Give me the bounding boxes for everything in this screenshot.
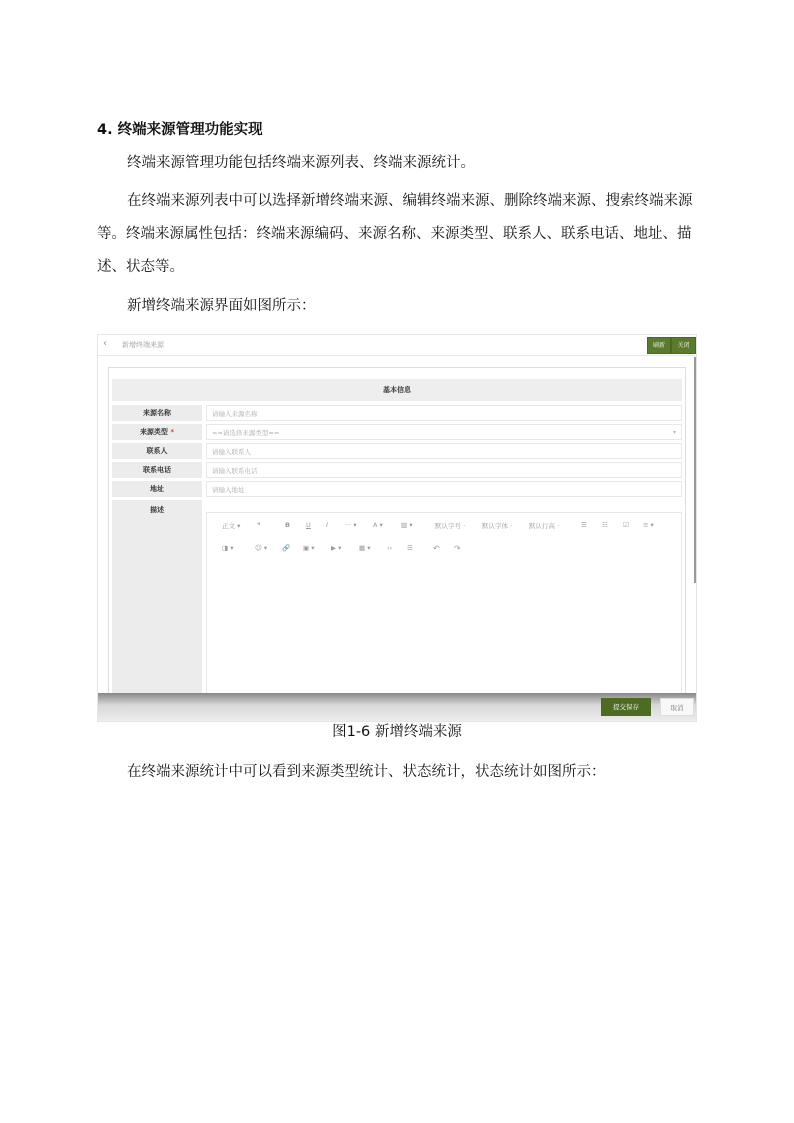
font-size-dropdown[interactable]: 默认字号 ·: [435, 522, 466, 530]
label-address: 地址: [112, 481, 202, 497]
source-type-select[interactable]: ==请选择来源类型== ▾: [206, 424, 682, 440]
label-source-type: 来源类型 *: [112, 424, 202, 440]
more-icon[interactable]: ··· ▾: [345, 521, 357, 529]
paragraph-figure-intro: 新增终端来源界面如图所示：: [127, 298, 316, 314]
redo-icon[interactable]: ↷: [454, 544, 461, 553]
section-title: 基本信息: [112, 379, 682, 401]
video-icon[interactable]: ▶ ▾: [331, 544, 342, 552]
line-height-dropdown[interactable]: 默认行高 ·: [529, 522, 560, 530]
source-name-input[interactable]: 请输入来源名称: [206, 405, 682, 421]
paragraph-dropdown[interactable]: 正文 ▾: [222, 522, 241, 530]
link-icon[interactable]: 🔗: [282, 544, 291, 552]
rich-text-editor[interactable]: [206, 512, 682, 706]
form-panel: [108, 367, 686, 707]
code-icon[interactable]: ‹›: [387, 544, 393, 552]
phone-input[interactable]: 请输入联系电话: [206, 462, 682, 478]
address-input[interactable]: 请输入地址: [206, 481, 682, 497]
scrollbar[interactable]: [694, 357, 696, 583]
top-bar: [98, 335, 696, 356]
cancel-button[interactable]: 取消: [660, 698, 694, 716]
divider-icon[interactable]: ☰: [407, 544, 413, 552]
bullet-list-icon[interactable]: ☰: [581, 521, 587, 529]
font-family-dropdown[interactable]: 默认字体 ·: [482, 522, 513, 530]
tab-title: 新增终端来源: [122, 341, 164, 349]
label-contact: 联系人: [112, 443, 202, 459]
underline-icon[interactable]: U: [306, 521, 311, 529]
back-icon[interactable]: ‹: [103, 338, 107, 349]
table-icon[interactable]: ▦ ▾: [359, 544, 371, 552]
submit-save-button[interactable]: 提交保存: [601, 698, 651, 716]
refresh-button[interactable]: 刷新: [647, 337, 671, 354]
italic-icon[interactable]: I: [326, 521, 328, 529]
bold-icon[interactable]: B: [285, 521, 290, 529]
contact-input[interactable]: 请输入联系人: [206, 443, 682, 459]
label-source-name: 来源名称: [112, 405, 202, 421]
figure-caption: 图1-6 新增终端来源: [332, 724, 462, 740]
todo-icon[interactable]: ☑: [623, 521, 629, 529]
font-color-icon[interactable]: A ▾: [373, 521, 383, 529]
undo-icon[interactable]: ↶: [433, 544, 440, 553]
footer-bar: [98, 693, 696, 722]
label-description: 描述: [112, 500, 202, 706]
background-color-icon[interactable]: ▨ ▾: [401, 521, 413, 529]
close-button[interactable]: 关闭: [671, 337, 696, 354]
label-phone: 联系电话: [112, 462, 202, 478]
align-icon[interactable]: ≡ ▾: [643, 521, 654, 529]
section-heading: 4. 终端来源管理功能实现: [97, 122, 263, 138]
emoji-icon[interactable]: ☺ ▾: [255, 544, 268, 552]
paragraph-intro: 终端来源管理功能包括终端来源列表、终端来源统计。: [127, 155, 475, 171]
indent-icon[interactable]: ◨ ▾: [222, 544, 234, 552]
chevron-down-icon: ▾: [672, 429, 676, 436]
figure-screenshot: [97, 334, 697, 722]
paragraph-list-desc: 在终端来源列表中可以选择新增终端来源、编辑终端来源、删除终端来源、搜索终端来源等。终端来源属性包括：终端来源编码、来源名称、来源类型、联系人、联系电话、地址、描述、状态等。: [97, 193, 693, 275]
required-mark: *: [170, 428, 175, 436]
paragraph-statistics: 在终端来源统计中可以看到来源类型统计、状态统计，状态统计如图所示：: [127, 764, 606, 780]
image-icon[interactable]: ▣ ▾: [303, 544, 315, 552]
numbered-list-icon[interactable]: ☷: [602, 521, 608, 529]
quote-icon[interactable]: ❝: [257, 521, 261, 529]
